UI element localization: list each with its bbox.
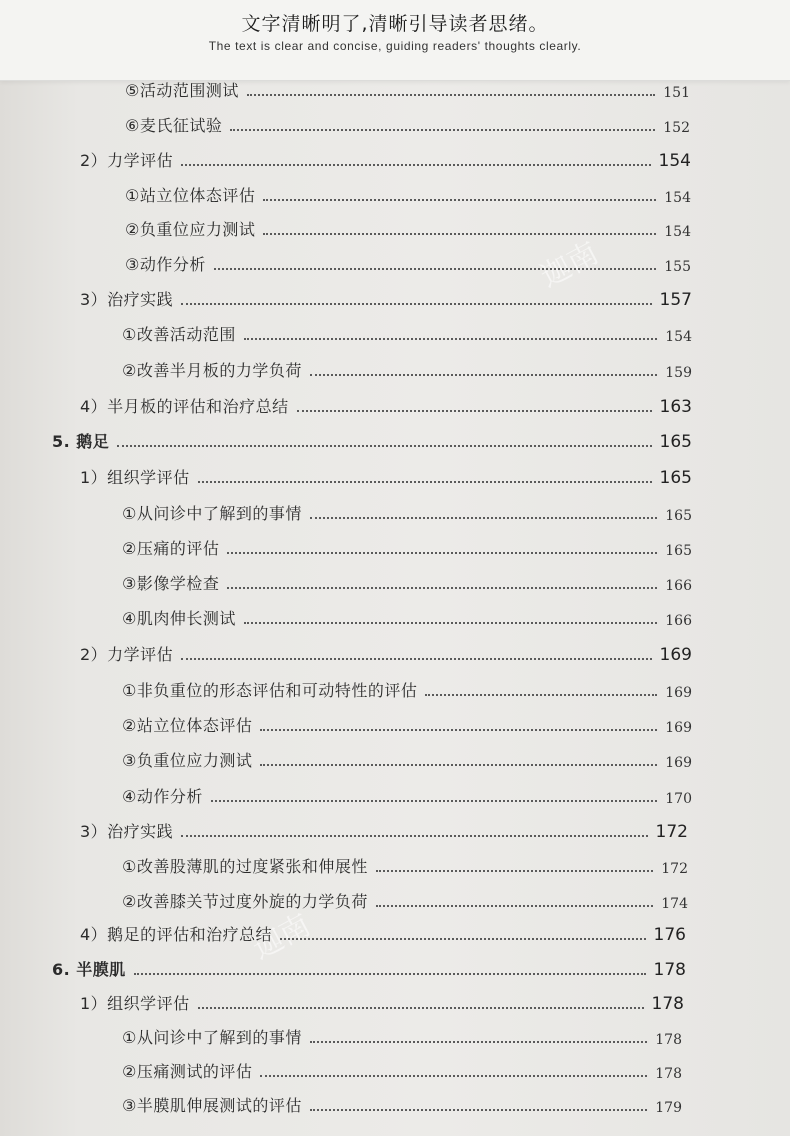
leader-dots — [198, 481, 652, 483]
toc-entry[interactable] — [122, 1025, 682, 1048]
toc-entry-label: 5. 鹅足 — [52, 432, 110, 451]
toc-page-number: 154 — [664, 190, 691, 206]
toc-entry-label: 2）力学评估 — [80, 645, 174, 664]
leader-dots — [211, 800, 657, 802]
leader-dots — [376, 870, 653, 872]
toc-entry-label: ⑤活动范围测试 — [125, 81, 239, 100]
toc-entry[interactable] — [125, 113, 690, 136]
toc-entry-label: ①站立位体态评估 — [125, 186, 256, 205]
toc-page-number: 169 — [665, 720, 692, 736]
toc-section[interactable] — [52, 957, 686, 980]
watermark-logo: 迦南 — [534, 235, 605, 295]
toc-page-number: 159 — [665, 365, 692, 381]
toc-entry[interactable] — [122, 854, 688, 877]
toc-entry-label: ①改善活动范围 — [122, 325, 236, 344]
toc-entry-label: ②改善膝关节过度外旋的力学负荷 — [122, 892, 368, 911]
toc-entry-label: 4）半月板的评估和治疗总结 — [80, 397, 289, 416]
leader-dots — [214, 268, 656, 270]
toc-entry-label: ⑥麦氏征试验 — [125, 116, 223, 135]
toc-entry-label: 3）治疗实践 — [80, 290, 174, 309]
toc-entry[interactable] — [80, 287, 692, 310]
toc-entry[interactable] — [122, 571, 692, 594]
leader-dots — [244, 338, 657, 340]
toc-entry-label: 1）组织学评估 — [80, 468, 190, 487]
toc-page-number: 178 — [651, 994, 684, 1014]
toc-page-number: 178 — [655, 1032, 682, 1048]
toc-page-number: 179 — [655, 1100, 682, 1116]
toc-entry[interactable] — [80, 922, 686, 945]
toc-entry[interactable] — [80, 394, 692, 417]
leader-dots — [134, 973, 646, 975]
toc-entry[interactable] — [122, 322, 692, 345]
leader-dots — [181, 658, 651, 660]
toc-page-number: 169 — [665, 685, 692, 701]
toc-entry[interactable] — [122, 748, 692, 771]
leader-dots — [376, 905, 653, 907]
toc-entry-label: ①改善股薄肌的过度紧张和伸展性 — [122, 857, 368, 876]
toc-entry[interactable] — [122, 536, 692, 559]
toc-entry-label: 1）组织学评估 — [80, 994, 190, 1013]
toc-page-number: 154 — [664, 224, 691, 240]
watermark-logo: 迦南 — [246, 907, 317, 967]
toc-page-number: 166 — [665, 613, 692, 629]
toc-page-number: 151 — [663, 85, 690, 101]
leader-dots — [247, 94, 655, 96]
toc-page-number: 172 — [661, 861, 688, 877]
caption-chinese: 文字清晰明了,清晰引导读者思绪。 — [241, 13, 549, 35]
toc-entry[interactable] — [122, 358, 692, 381]
leader-dots — [310, 1041, 647, 1043]
caption-english: The text is clear and concise, guiding readers' thoughts clearly. — [208, 39, 582, 53]
caption-banner — [0, 0, 790, 81]
toc-entry[interactable] — [122, 1093, 682, 1116]
leader-dots — [297, 410, 652, 412]
leader-dots — [227, 587, 657, 589]
toc-entry[interactable] — [122, 713, 692, 736]
toc-entry-label: ②压痛的评估 — [122, 539, 220, 558]
toc-section[interactable] — [52, 429, 692, 452]
leader-dots — [181, 303, 651, 305]
toc-entry-label: 6. 半膜肌 — [52, 960, 126, 979]
toc-entry[interactable] — [80, 465, 692, 488]
leader-dots — [227, 552, 657, 554]
leader-dots — [260, 1075, 647, 1077]
leader-dots — [181, 164, 650, 166]
toc-page-number: 170 — [665, 791, 692, 807]
toc-page-number: 178 — [653, 960, 686, 980]
toc-entry-label: ①非负重位的形态评估和可动特性的评估 — [122, 681, 418, 700]
toc-entry[interactable] — [80, 642, 692, 665]
toc-entry-label: ③负重位应力测试 — [122, 751, 253, 770]
toc-page-number: 157 — [659, 290, 692, 310]
leader-dots — [244, 622, 657, 624]
leader-dots — [181, 835, 647, 837]
toc-page-number: 154 — [665, 329, 692, 345]
leader-dots — [310, 1109, 647, 1111]
toc-entry[interactable] — [125, 252, 691, 275]
toc-page-number: 176 — [653, 925, 686, 945]
toc-entry[interactable] — [80, 991, 684, 1014]
toc-entry[interactable] — [80, 819, 688, 842]
toc-page-number: 165 — [665, 543, 692, 559]
toc-entry-label: ②压痛测试的评估 — [122, 1062, 253, 1081]
toc-entry-label: ④动作分析 — [122, 787, 203, 806]
toc-entry[interactable] — [122, 678, 692, 701]
leader-dots — [230, 129, 655, 131]
toc-entry[interactable] — [122, 889, 688, 912]
leader-dots — [263, 233, 656, 235]
toc-page-number: 174 — [661, 896, 688, 912]
toc-entry-label: ①从问诊中了解到的事情 — [122, 1028, 302, 1047]
toc-page-number: 154 — [658, 151, 691, 171]
toc-entry[interactable] — [122, 1059, 682, 1082]
toc-page-number: 166 — [665, 578, 692, 594]
toc-entry-label: ②站立位体态评估 — [122, 716, 253, 735]
toc-entry[interactable] — [122, 784, 692, 807]
leader-dots — [280, 938, 645, 940]
leader-dots — [263, 199, 656, 201]
toc-entry-label: ①从问诊中了解到的事情 — [122, 504, 302, 523]
leader-dots — [198, 1007, 644, 1009]
toc-page-number: 165 — [659, 432, 692, 452]
leader-dots — [310, 374, 657, 376]
leader-dots — [260, 729, 657, 731]
leader-dots — [117, 445, 651, 447]
toc-entry-label: 4）鹅足的评估和治疗总结 — [80, 925, 273, 944]
toc-page-number: 155 — [664, 259, 691, 275]
toc-page-number: 172 — [655, 822, 688, 842]
toc-entry[interactable] — [125, 217, 691, 240]
toc-page-number: 169 — [665, 755, 692, 771]
toc-page-number: 178 — [655, 1066, 682, 1082]
toc-entry-label: ②改善半月板的力学负荷 — [122, 361, 302, 380]
toc-page-number: 169 — [659, 645, 692, 665]
leader-dots — [260, 764, 657, 766]
toc-entry-label: ③影像学检查 — [122, 574, 220, 593]
toc-entry[interactable] — [125, 78, 690, 101]
toc-entry-label: ②负重位应力测试 — [125, 220, 256, 239]
toc-page-number: 165 — [665, 508, 692, 524]
toc-entry-label: 3）治疗实践 — [80, 822, 174, 841]
toc-page-number: 163 — [659, 397, 692, 417]
toc-page-number: 165 — [659, 468, 692, 488]
toc-entry[interactable] — [122, 606, 692, 629]
toc-page-number: 152 — [663, 120, 690, 136]
toc-entry-label: ③半膜肌伸展测试的评估 — [122, 1096, 302, 1115]
toc-entry[interactable] — [125, 183, 691, 206]
leader-dots — [310, 517, 657, 519]
toc-entry[interactable] — [122, 501, 692, 524]
toc-entry-label: ④肌肉伸长测试 — [122, 609, 236, 628]
toc-entry-label: ③动作分析 — [125, 255, 206, 274]
toc-entry[interactable] — [80, 148, 691, 171]
toc-entry-label: 2）力学评估 — [80, 151, 174, 170]
leader-dots — [425, 694, 657, 696]
